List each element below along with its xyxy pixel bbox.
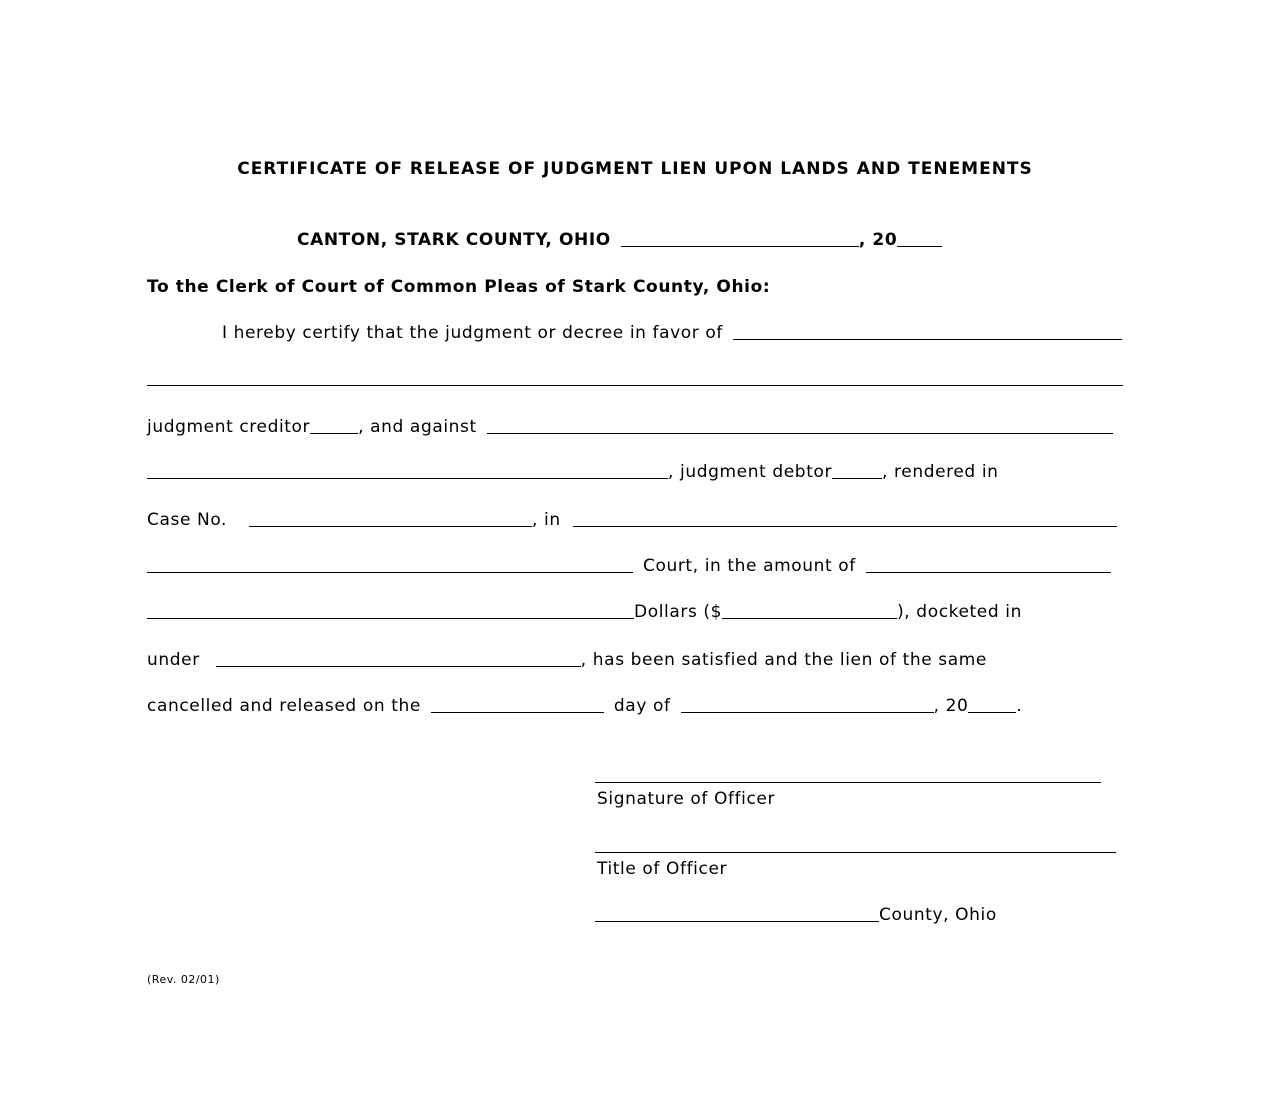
document-title: CERTIFICATE OF RELEASE OF JUDGMENT LIEN UPON LANDS AND TENEMENTS <box>237 159 1033 179</box>
under-label: under <box>147 650 200 670</box>
amount-numeric-field[interactable] <box>722 602 897 619</box>
release-day-field[interactable] <box>431 696 604 713</box>
signature-field[interactable] <box>595 782 1101 783</box>
release-year-field[interactable] <box>968 696 1016 713</box>
location-text: CANTON, STARK COUNTY, OHIO <box>297 230 611 250</box>
county-field[interactable] <box>595 905 879 922</box>
debtor-label: , judgment debtor <box>668 462 833 482</box>
signature-label-text: Signature of Officer <box>597 789 776 809</box>
county-row <box>595 903 997 925</box>
under-row <box>147 648 987 670</box>
title-label-text: Title of Officer <box>597 859 728 879</box>
docket-field[interactable] <box>216 650 581 667</box>
certify-text: I hereby certify that the judgment or decree in favor of <box>222 323 723 343</box>
year-field[interactable] <box>897 230 942 247</box>
date-field[interactable] <box>621 230 859 247</box>
case-no-label: Case No. <box>147 510 228 530</box>
year-prefix-label: , 20 <box>933 696 969 716</box>
period: . <box>1016 696 1023 716</box>
and-against-label: , and against <box>358 417 477 437</box>
addressee <box>147 275 770 297</box>
certify-row <box>222 321 1122 343</box>
debtor-name-continued-field[interactable] <box>147 462 668 479</box>
creditor-row <box>147 415 1113 437</box>
court-amount-label: Court, in the amount of <box>643 556 856 576</box>
in-label: , in <box>532 510 561 530</box>
rendered-in-label: , rendered in <box>882 462 999 482</box>
dollars-label: Dollars ($ <box>634 602 723 622</box>
amount-words-field[interactable] <box>866 556 1111 573</box>
county-label: County, Ohio <box>879 905 997 925</box>
title-label <box>597 857 727 879</box>
debtor-name-field[interactable] <box>487 417 1113 434</box>
case-row <box>147 508 1117 530</box>
release-month-field[interactable] <box>681 696 934 713</box>
case-number-field[interactable] <box>249 510 532 527</box>
creditor-label: judgment creditor <box>147 417 311 437</box>
addressee-text: To the Clerk of Court of Common Pleas of Stark County, Ohio: <box>147 277 771 297</box>
cancelled-text: cancelled and released on the <box>147 696 421 716</box>
creditor-suffix-field[interactable] <box>310 417 358 434</box>
officer-title-field[interactable] <box>595 852 1116 853</box>
creditor-name-field[interactable] <box>733 323 1122 340</box>
court-name-continued-field[interactable] <box>147 556 633 573</box>
amount-words-continued-field[interactable] <box>147 602 634 619</box>
debtor-row <box>147 460 1077 482</box>
creditor-name-continued-field[interactable] <box>147 385 1123 386</box>
signature-label <box>597 787 775 809</box>
day-of-label: day of <box>613 696 671 716</box>
docketed-in-label: ), docketed in <box>897 602 1022 622</box>
release-date-row <box>147 694 1022 716</box>
dollars-row <box>147 600 1087 622</box>
year-prefix: , 20 <box>858 230 898 250</box>
satisfied-text: , has been satisfied and the lien of the same <box>580 650 987 670</box>
location-line <box>297 228 1077 250</box>
revision-note: (Rev. 02/01) <box>147 973 220 986</box>
debtor-suffix-field[interactable] <box>832 462 882 479</box>
court-name-field[interactable] <box>573 510 1117 527</box>
court-row <box>147 554 1111 576</box>
